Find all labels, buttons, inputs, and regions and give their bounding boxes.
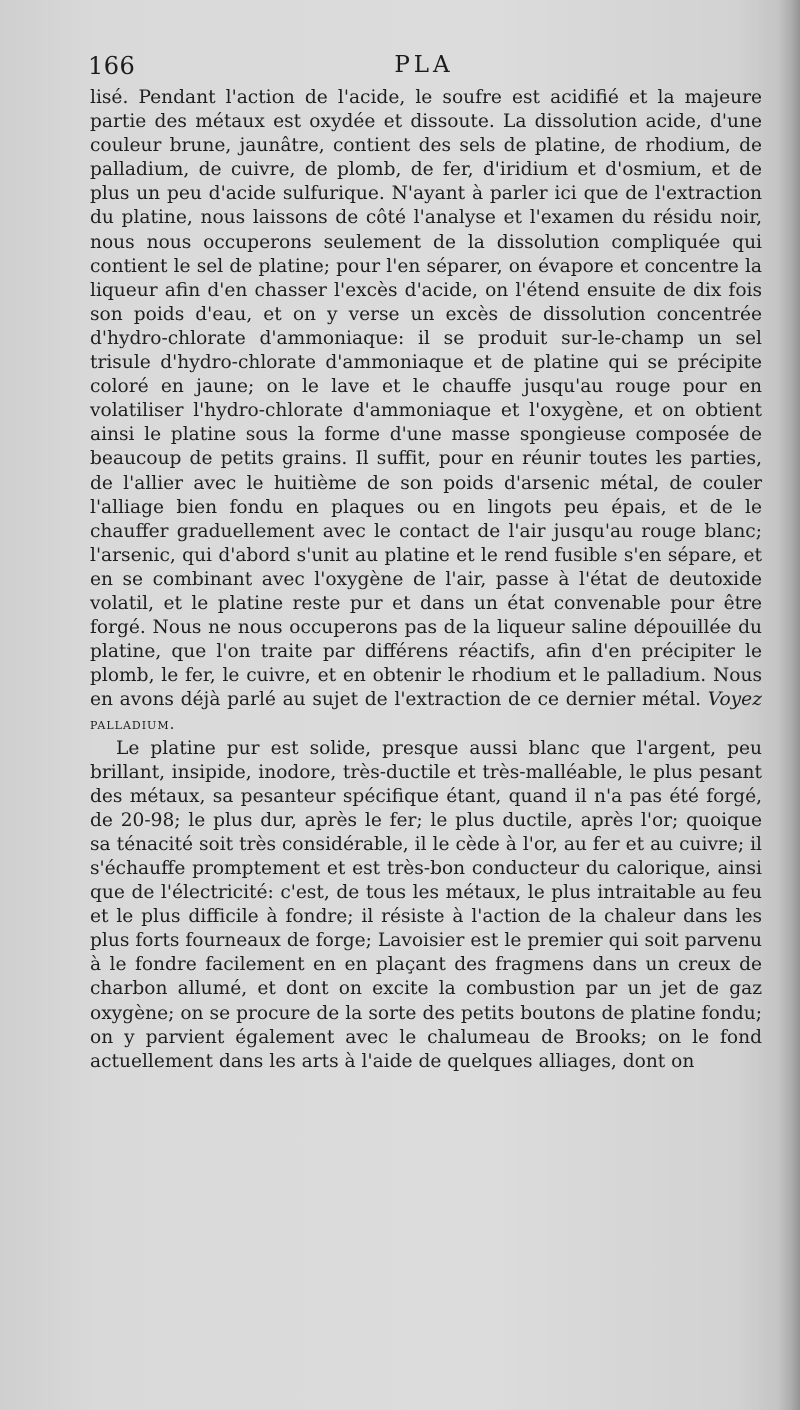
page-edge-shadow (778, 0, 800, 1410)
running-head: PLA (394, 52, 454, 78)
page-number: 166 (88, 52, 136, 80)
paragraph-1-text: lisé. Pendant l'action de l'acide, le soufre est acidifié et la majeure partie des métaux est oxydée et dissoute. La dissolution acide, d'une couleur brune, jaunâtre, contient des sels de platine, de rhodium, de palladium, de cuivre, de plomb, de fer, d'iridium et d'osmium, et de plus un peu d'acide sulfurique. N'ayant à parler ici que de l'extraction du platine, nous laissons de côté l'analyse et l'examen du résidu noir, nous nous occuperons seulement de la dissolution compliquée qui contient le sel de platine; pour l'en séparer, on évapore et concentre la liqueur afin d'en chasser l'excès d'acide, on l'étend ensuite de dix fois son poids d'eau, et on y verse un excès de dissolution concentrée d'hydro-chlorate d'ammoniaque: il se produit sur-le-champ un sel trisule d'hydro-chlorate d'ammoniaque et de platine qui se précipite coloré en jaune; on le lave et le chauffe jusqu'au rouge pour en volatiliser l'hydro-chlorate d'ammoniaque et l'oxygène, et on obtient ainsi le platine sous la forme d'une masse spongieuse composée de beaucoup de petits grains. Il suffit, pour en réunir toutes les parties, de l'allier avec le huitième de son poids d'arsenic métal, de couler l'alliage bien fondu en plaques ou en lingots peu épais, et de le chauffer graduellement avec le contact de l'air jusqu'au rouge blanc; l'arsenic, qui d'abord s'unit au platine et le rend fusible s'en sépare, et en se combinant avec l'oxygène de l'air, passe à l'état de deutoxide volatil, et le platine reste pur et dans un état convenable pour être forgé. Nous ne nous occuperons pas de la liqueur saline dépouillée du platine, que l'on traite par différens réactifs, afin d'en précipiter le plomb, le fer, le cuivre, et en obtenir le rhodium et le palladium. Nous en avons déjà parlé au sujet de l'extraction de ce dernier métal. (90, 87, 762, 711)
paragraph-platine-properties (90, 737, 762, 1074)
cross-reference-palladium: palladium. (90, 715, 176, 734)
voyez-reference: Voyez (707, 689, 762, 711)
body-text (90, 86, 762, 1074)
paragraph-platine-extraction (90, 86, 762, 737)
paragraph-2-text: Le platine pur est solide, presque aussi blanc que l'argent, peu brillant, insipide, inodore, très-ductile et très-malléable, le plus pesant des métaux, sa pesanteur spécifique étant, quand il n'a pas été forgé, de 20-98; le plus dur, après le fer; le plus ductile, après l'or; quoique sa ténacité soit très considérable, il le cède à l'or, au fer et au cuivre; il s'échauffe promptement et est très-bon conducteur du calorique, ainsi que de l'électricité: c'est, de tous les métaux, le plus intraitable au feu et le plus difficile à fondre; il résiste à l'action de la chaleur dans les plus forts fourneaux de forge; Lavoisier est le premier qui soit parvenu à le fondre facilement en en plaçant des fragmens dans un creux de charbon allumé, et dont on excite la combustion par un jet de gaz oxygène; on se procure de la sorte des petits boutons de platine fondu; on y parvient également avec le chalumeau de Brooks; on le fond actuellement dans les arts à l'aide de quelques alliages, dont on (90, 737, 762, 1072)
page-header (88, 52, 760, 86)
